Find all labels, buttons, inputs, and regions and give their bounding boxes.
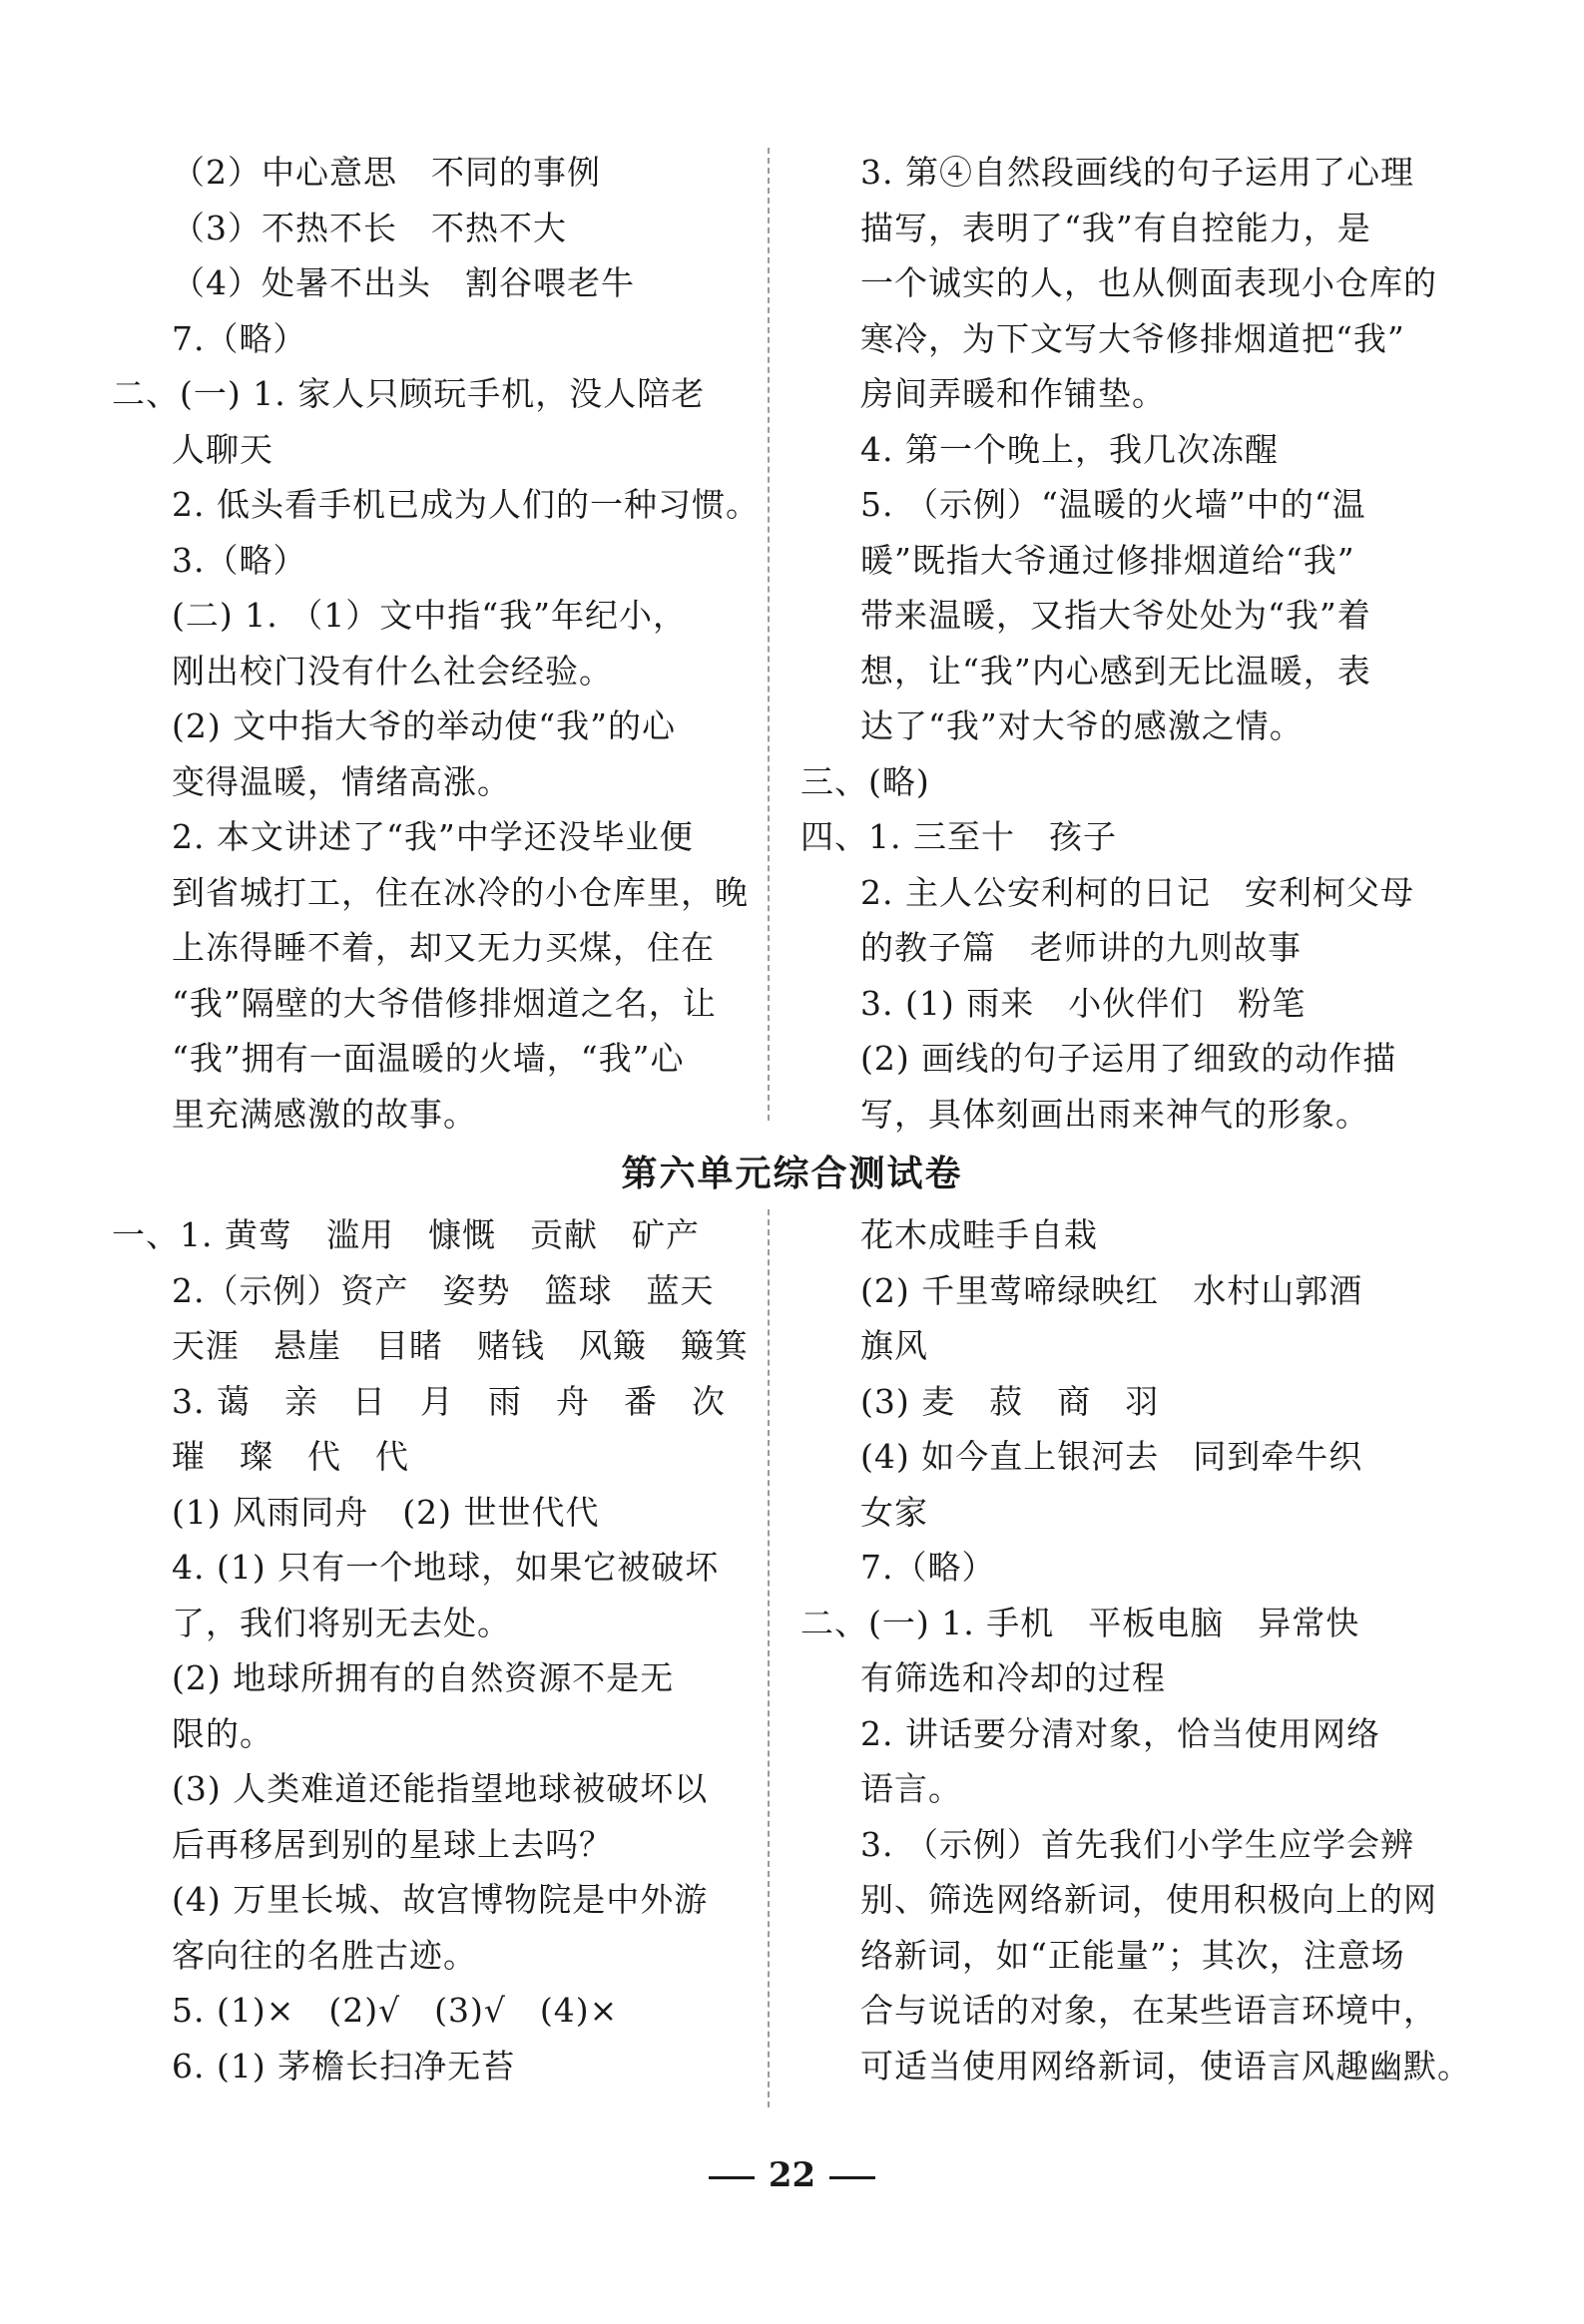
answer-line: 二、(一) 1. 手机 平板电脑 异常快 [800, 1603, 1360, 1642]
answer-line: 别、筛选网络新词，使用积极向上的网 [860, 1880, 1437, 1919]
answer-line: (3) 人类难道还能指望地球被破坏以 [172, 1769, 709, 1808]
answer-line: 7.（略） [860, 1548, 996, 1587]
answer-line: 2.（示例）资产 姿势 篮球 蓝天 [172, 1270, 715, 1310]
answer-line: (4) 万里长城、故宫博物院是中外游 [172, 1880, 709, 1919]
answer-line: 4. 第一个晚上，我几次冻醒 [860, 429, 1279, 469]
answer-line: “我”隔壁的大爷借修排烟道之名，让 [172, 983, 717, 1023]
answer-line: 了，我们将别无去处。 [172, 1603, 511, 1642]
answer-line: 2. 主人公安利柯的日记 安利柯父母 [860, 872, 1414, 912]
answer-line: 花木成畦手自栽 [860, 1215, 1098, 1254]
answer-line: 7.（略） [172, 318, 307, 358]
page-number [0, 2155, 1584, 2195]
answer-line: 语言。 [860, 1769, 962, 1808]
page-number-value: 22 [768, 2155, 816, 2195]
column-divider-bottom [768, 1209, 770, 2107]
answer-line: 4. (1) 只有一个地球，如果它被破坏 [172, 1548, 720, 1587]
answer-line: (3) 麦 菽 商 羽 [860, 1381, 1160, 1421]
answer-line: (2) 画线的句子运用了细致的动作描 [860, 1039, 1397, 1078]
answer-line: 络新词，如“正能量”；其次，注意场 [860, 1935, 1405, 1975]
answer-line: 6. (1) 茅檐长扫净无苔 [172, 2046, 516, 2086]
answer-line: 2. 本文讲述了“我”中学还没毕业便 [172, 817, 694, 856]
bottom-left-column [112, 1207, 751, 2093]
answer-line: 上冻得睡不着，却又无力买煤，住在 [172, 928, 715, 967]
column-divider-top [768, 148, 770, 1121]
answer-line: 二、(一) 1. 家人只顾玩手机，没人陪老 [112, 374, 706, 413]
answer-line: 一、1. 黄莺 滥用 慷慨 贡献 矿产 [112, 1215, 700, 1254]
answer-line: 暖”既指大爷通过修排烟道给“我” [860, 540, 1355, 580]
page-number-right-dash [829, 2176, 875, 2179]
answer-line: 一个诚实的人，也从侧面表现小仓库的 [860, 263, 1437, 302]
answer-line: （3）不热不长 不热不大 [172, 208, 567, 247]
answer-line: 5. （示例）“温暖的火墙”中的“温 [860, 485, 1366, 524]
answer-line: “我”拥有一面温暖的火墙，“我”心 [172, 1039, 685, 1078]
answer-line: 2. 低头看手机已成为人们的一种习惯。 [172, 485, 760, 524]
answer-line: 后再移居到别的星球上去吗？ [172, 1824, 613, 1864]
answer-line: 里充满感激的故事。 [172, 1094, 477, 1134]
answer-line: 寒冷，为下文写大爷修排烟道把“我” [860, 318, 1405, 358]
answer-line: （4）处暑不出头 割谷喂老牛 [172, 263, 635, 302]
answer-line: 3.（略） [172, 540, 307, 580]
answer-line: 璀 璨 代 代 [172, 1437, 409, 1476]
answer-line: （2）中心意思 不同的事例 [172, 153, 601, 192]
answer-line: 三、(略) [800, 761, 930, 801]
answer-line: 限的。 [172, 1713, 273, 1753]
top-left-column [112, 145, 760, 1142]
answer-line: 写，具体刻画出雨来神气的形象。 [860, 1094, 1369, 1134]
answer-line: 变得温暖，情绪高涨。 [172, 761, 511, 801]
answer-line: (2) 千里莺啼绿映红 水村山郭酒 [860, 1270, 1363, 1310]
bottom-right-column [800, 1207, 1471, 2093]
answer-line: 到省城打工，住在冰冷的小仓库里，晚 [172, 872, 749, 912]
answer-line: 天涯 悬崖 目睹 赌钱 风簸 簸箕 [172, 1326, 749, 1365]
answer-line: 2. 讲话要分清对象，恰当使用网络 [860, 1713, 1380, 1753]
answer-line: 3. (1) 雨来 小伙伴们 粉笔 [860, 983, 1307, 1023]
answer-line: 带来温暖，又指大爷处处为“我”着 [860, 596, 1371, 635]
answer-line: (1) 风雨同舟 (2) 世世代代 [172, 1492, 600, 1532]
answer-line: 客向往的名胜古迹。 [172, 1935, 477, 1975]
answer-line: 四、1. 三至十 孩子 [800, 817, 1117, 856]
answer-line: (2) 地球所拥有的自然资源不是无 [172, 1658, 675, 1697]
answer-line: (二) 1. （1）文中指“我”年纪小， [172, 596, 687, 635]
answer-line: 3. 蔼 亲 日 月 雨 舟 番 次 [172, 1381, 726, 1421]
page-number-left-dash [709, 2176, 755, 2179]
answer-line: 人聊天 [172, 429, 273, 469]
answer-line: 刚出校门没有什么社会经验。 [172, 651, 613, 691]
top-right-column [800, 145, 1439, 1142]
answer-line: 房间弄暖和作铺垫。 [860, 374, 1166, 413]
answer-line: 达了“我”对大爷的感激之情。 [860, 706, 1304, 745]
answer-line: 旗风 [860, 1326, 928, 1365]
answer-line: 描写，表明了“我”有自控能力，是 [860, 208, 1371, 247]
answer-line: 合与说话的对象，在某些语言环境中， [860, 1991, 1437, 2030]
answer-line: 想，让“我”内心感到无比温暖，表 [860, 651, 1371, 691]
answer-line: 有筛选和冷却的过程 [860, 1658, 1166, 1697]
answer-line: 的教子篇 老师讲的九则故事 [860, 928, 1302, 967]
section-title: 第六单元综合测试卷 [621, 1153, 963, 1194]
answer-line: 女家 [860, 1492, 928, 1532]
answer-line: 3. 第④自然段画线的句子运用了心理 [860, 153, 1414, 192]
answer-line: 3. （示例）首先我们小学生应学会辨 [860, 1824, 1414, 1864]
answer-line: 5. (1)× (2)√ (3)√ (4)× [172, 1991, 619, 2030]
answer-line: (4) 如今直上银河去 同到牵牛织 [860, 1437, 1363, 1476]
answer-line: 可适当使用网络新词，使语言风趣幽默。 [860, 2046, 1471, 2086]
answer-line: (2) 文中指大爷的举动使“我”的心 [172, 706, 676, 745]
